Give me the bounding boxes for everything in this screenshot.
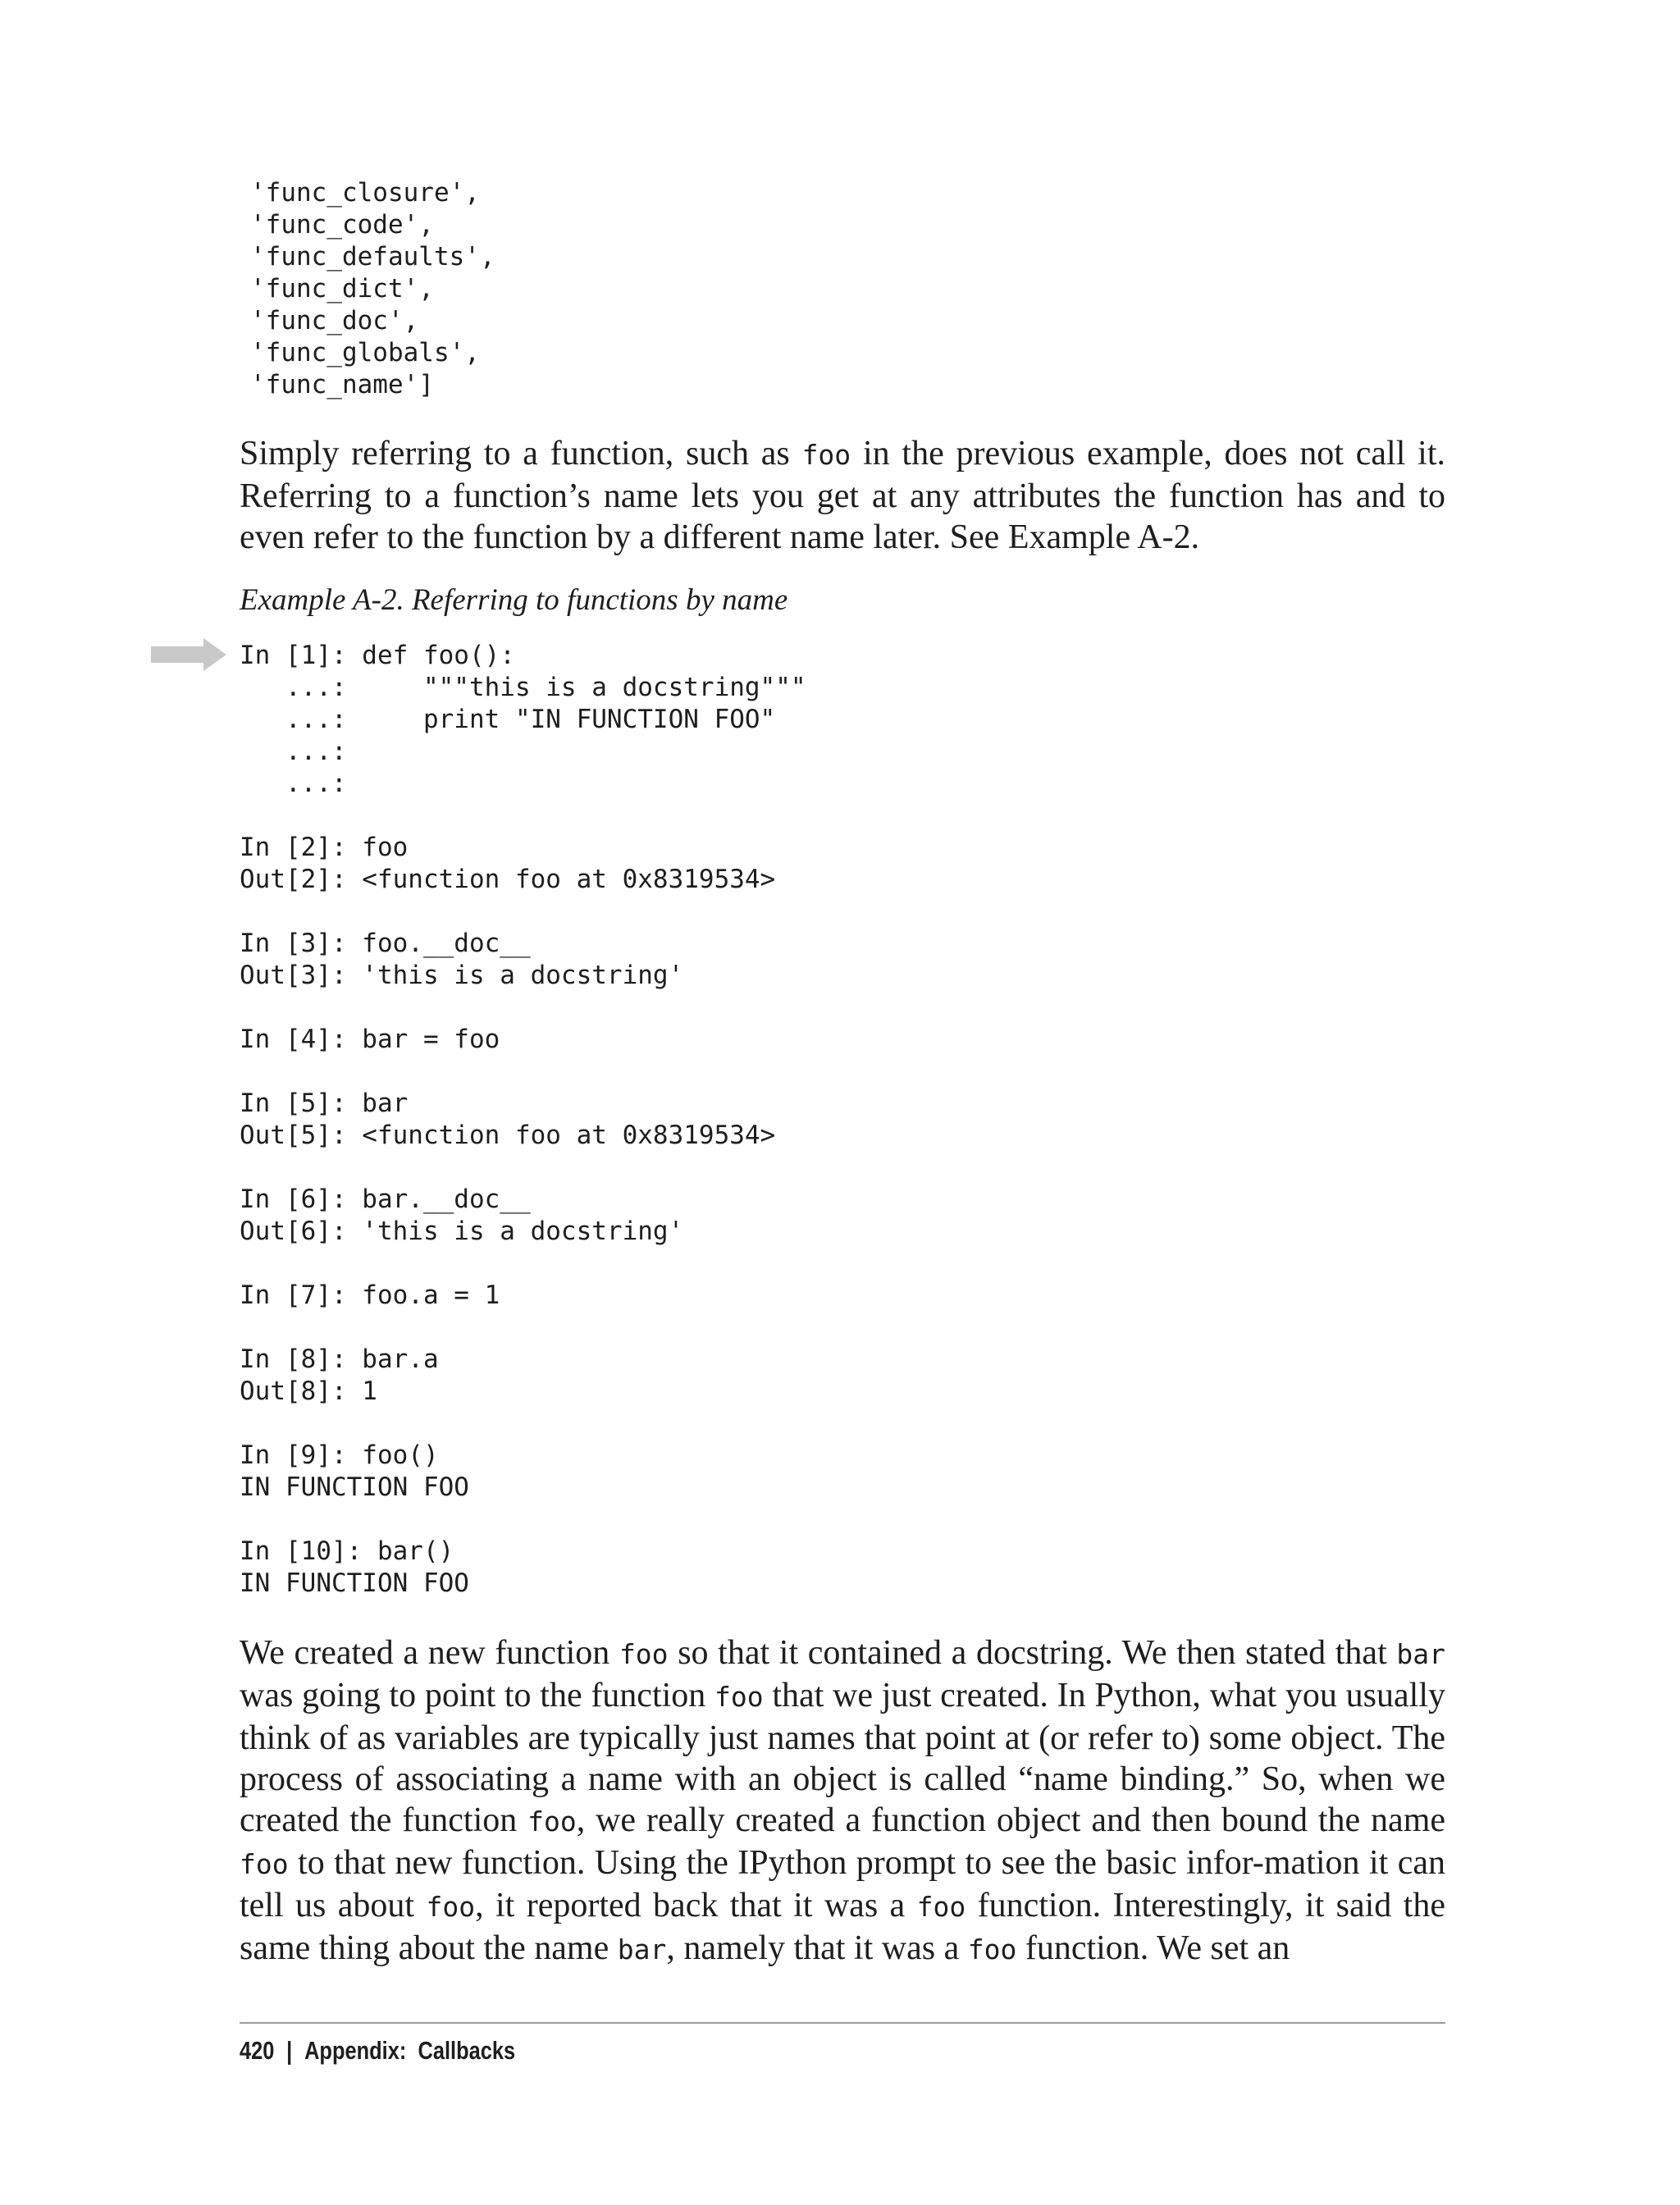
- inline-code: foo: [714, 1681, 764, 1713]
- inline-code: bar: [1396, 1638, 1445, 1670]
- code-line: Out[3]: 'this is a docstring': [240, 961, 684, 990]
- text-run: that we just created. In Python, what you usually think of as variables are typically just names that point at (or refer to) some object. The process of associating a name with an object is called “name binding.” So, when we created the function: [240, 1677, 1445, 1839]
- code-listing-dir-output: [250, 177, 495, 401]
- code-line: In [10]: bar(): [240, 1536, 454, 1566]
- code-line: 'func_code',: [250, 210, 434, 240]
- code-line: Out[8]: 1: [240, 1376, 377, 1406]
- code-line: ...: """this is a docstring""": [240, 673, 806, 702]
- code-line: Out[2]: <function foo at 0x8319534>: [240, 865, 776, 894]
- inline-code: foo: [527, 1806, 577, 1838]
- code-listing-example-a2: [240, 640, 806, 1600]
- code-line: Out[5]: <function foo at 0x8319534>: [240, 1121, 776, 1150]
- code-line: 'func_doc',: [250, 306, 419, 336]
- text-run: function. Interestingly, it said the same thing about the name: [240, 1887, 1445, 1967]
- code-line: In [8]: bar.a: [240, 1344, 439, 1374]
- paragraph-name-binding: [240, 1632, 1445, 1970]
- footer-rule: [240, 2022, 1445, 2024]
- text-run: Simply referring to a function, such as: [240, 435, 802, 472]
- text-run: was going to point to the function: [240, 1677, 715, 1714]
- code-line: ...:: [240, 769, 347, 798]
- text-run: , we really created a function object and then bound the name: [576, 1801, 1446, 1839]
- code-line: 'func_dict',: [250, 274, 434, 304]
- paragraph-referring-to-function: [240, 433, 1445, 558]
- text-run: in the previous example, does not call it. Referring to a function’s name lets you get at any attributes the function has and to even refer to the function by a different name later. See Example A-2.: [240, 435, 1446, 556]
- text-run: , it reported back that it was a: [475, 1887, 917, 1924]
- inline-code: foo: [426, 1891, 476, 1923]
- text-run: , namely that it was a: [666, 1929, 968, 1967]
- text-run: We created a new function: [240, 1634, 619, 1672]
- text-run: function. We set an: [1016, 1929, 1290, 1967]
- inline-code: bar: [617, 1933, 667, 1965]
- code-line: In [9]: foo(): [240, 1440, 439, 1470]
- code-line: In [4]: bar = foo: [240, 1025, 500, 1054]
- code-line: 'func_name']: [250, 370, 434, 399]
- code-line: In [7]: foo.a = 1: [240, 1281, 500, 1310]
- code-line: In [6]: bar.__doc__: [240, 1185, 531, 1214]
- code-line: In [5]: bar: [240, 1089, 409, 1118]
- code-line: 'func_closure',: [250, 178, 480, 208]
- right-arrow-icon: [151, 638, 226, 671]
- code-line: In [2]: foo: [240, 833, 409, 862]
- inline-code: foo: [916, 1891, 966, 1923]
- code-line: ...:: [240, 737, 347, 766]
- right-arrow-icon-shape: [151, 638, 226, 671]
- code-line: 'func_globals',: [250, 338, 480, 368]
- code-line: 'func_defaults',: [250, 242, 495, 272]
- page-footer: [240, 2034, 515, 2067]
- text-run: to that new function. Using the IPython prompt to see the basic infor-mation it can tell us about: [240, 1844, 1445, 1924]
- inline-code: foo: [240, 1848, 289, 1880]
- footer-section-title: Appendix: Callbacks: [304, 2036, 516, 2065]
- code-line: In [1]: def foo():: [240, 641, 515, 670]
- example-caption: Example A-2. Referring to functions by name: [240, 583, 788, 617]
- code-line: In [3]: foo.__doc__: [240, 929, 531, 958]
- code-line: ...: print "IN FUNCTION FOO": [240, 705, 776, 734]
- footer-separator: |: [286, 2036, 293, 2065]
- inline-code: foo: [801, 439, 851, 471]
- inline-code: foo: [967, 1933, 1017, 1965]
- code-line: IN FUNCTION FOO: [240, 1472, 469, 1502]
- text-run: so that it contained a docstring. We then stated that: [668, 1634, 1397, 1672]
- page-number: 420: [240, 2036, 275, 2065]
- inline-code: foo: [619, 1638, 669, 1670]
- code-line: IN FUNCTION FOO: [240, 1568, 469, 1598]
- code-line: Out[6]: 'this is a docstring': [240, 1217, 684, 1246]
